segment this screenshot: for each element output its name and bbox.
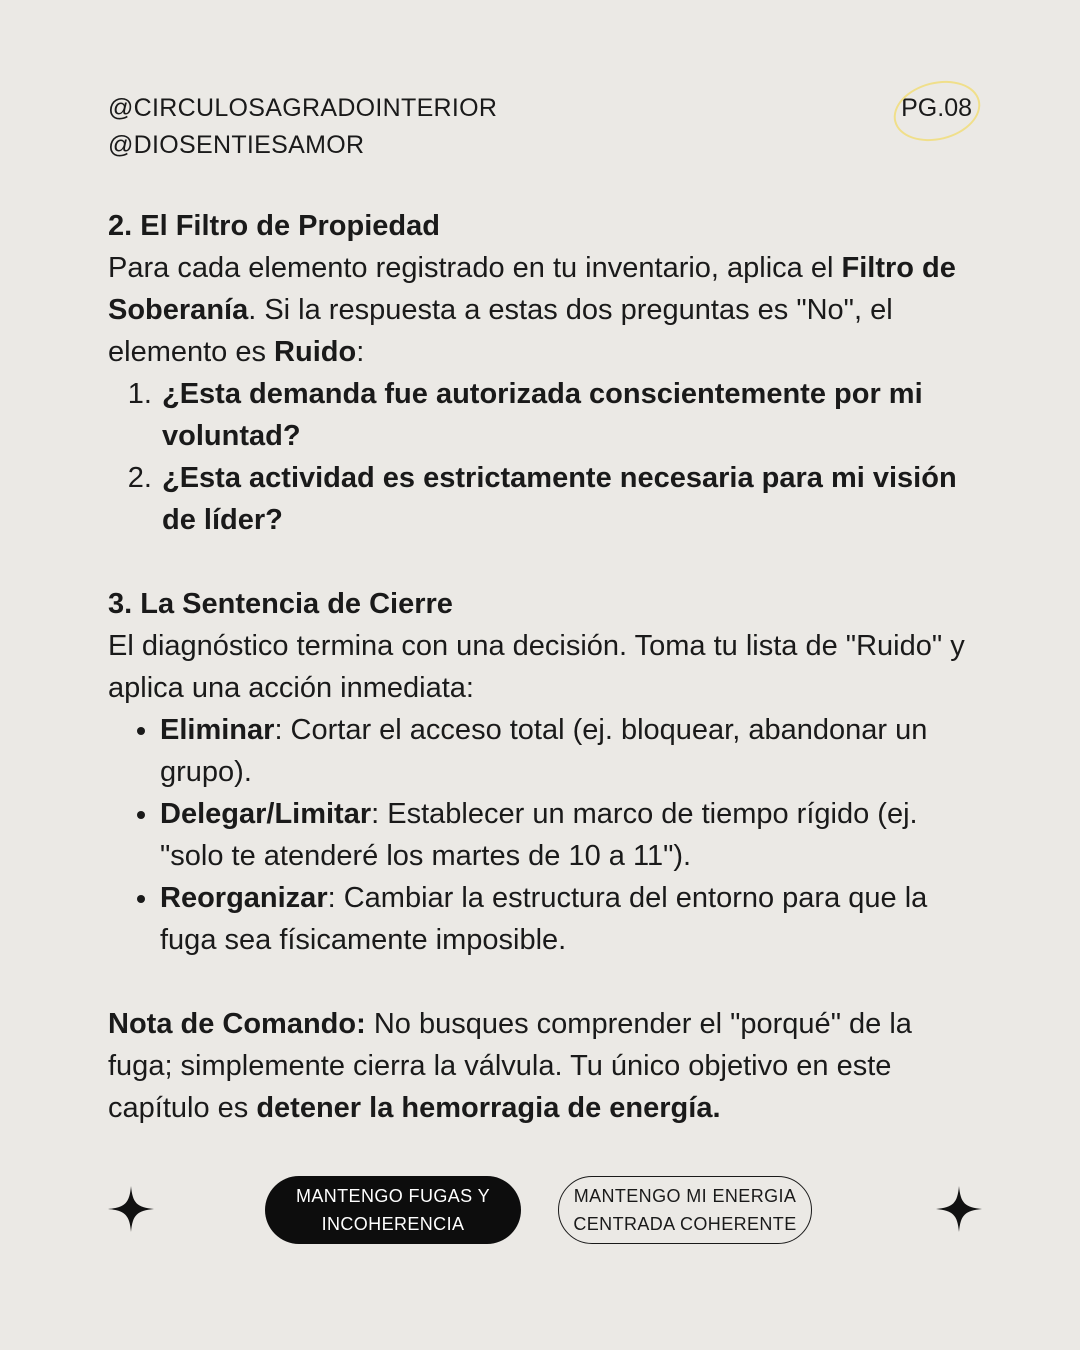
note-bold-end: detener la hemorragia de energía. [256,1092,721,1124]
handle-dios-enti-es-amor[interactable]: @DIOSENTIESAMOR [108,131,365,159]
command-note [108,1003,978,1129]
intro-text-3: : [356,336,365,368]
list-item [160,793,978,877]
section-2-title: 2. El Filtro de Propiedad [108,210,440,242]
energia-coherente-button[interactable]: MANTENGO MI ENERGIA CENTRADA COHERENTE [558,1176,812,1244]
intro-text-1: Para cada elemento registrado en tu inventario, aplica el [108,252,842,284]
intro-bold-ruido: Ruido [274,336,357,368]
list-item [160,457,978,541]
note-text: No busques comprender el "porqué" de la fuga; simplemente cierra la válvula. Tu único objetivo en este capítulo es [108,1008,912,1124]
intro-bold-filtro: Filtro de Soberanía [108,252,956,326]
list-item [160,709,978,793]
section-2-intro [108,247,978,373]
action-term: Reorganizar [160,882,328,914]
handle-circulo-sagrado[interactable]: @CIRCULOSAGRADOINTERIOR [108,94,498,122]
list-item [160,877,978,961]
question-1: ¿Esta demanda fue autorizada conscientemente por mi voluntad? [162,378,923,452]
action-list [108,709,978,961]
fugas-incoherencia-button[interactable]: MANTENGO FUGAS Y INCOHERENCIA [265,1176,521,1244]
intro-text-2: . Si la respuesta a estas dos preguntas es "No", el elemento es [108,294,893,368]
action-desc: : Establecer un marco de tiempo rígido (ej. "solo te atenderé los martes de 10 a 11"). [160,798,918,872]
section-3-title: 3. La Sentencia de Cierre [108,588,453,620]
sparkle-icon [936,1186,982,1232]
sparkle-icon [108,1186,154,1232]
header-handles [108,90,497,164]
action-desc: : Cortar el acceso total (ej. bloquear, abandonar un grupo). [160,714,928,788]
action-desc: : Cambiar la estructura del entorno para que la fuga sea físicamente imposible. [160,882,928,956]
main-content [108,205,978,1129]
action-term: Delegar/Limitar [160,798,372,830]
action-term: Eliminar [160,714,275,746]
note-label: Nota de Comando: [108,1008,366,1040]
list-item [160,373,978,457]
question-list [108,373,978,541]
page-number [901,90,972,127]
page-number-label: PG.08 [901,94,972,122]
section-3-intro: El diagnóstico termina con una decisión. Toma tu lista de "Ruido" y aplica una acción inmediata: [108,630,965,704]
question-2: ¿Esta actividad es estrictamente necesaria para mi visión de líder? [162,462,957,536]
